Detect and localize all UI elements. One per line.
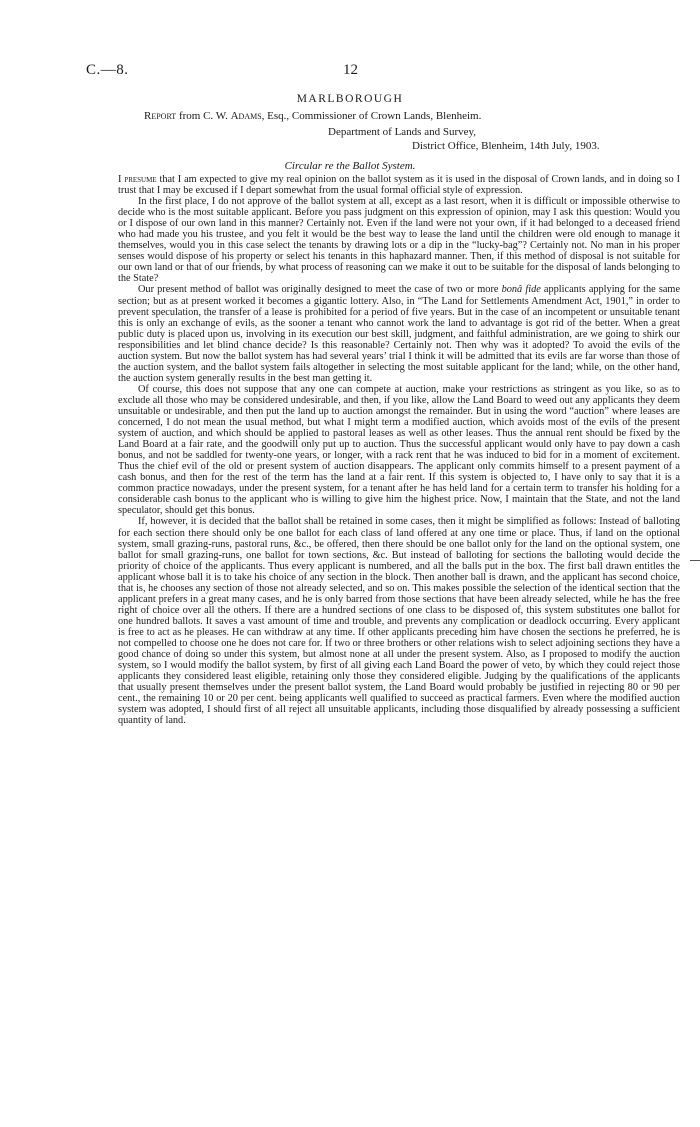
- report-line: [144, 110, 481, 122]
- circular-title: Circular re the Ballot System.: [284, 160, 416, 172]
- report-author-name: Adams: [230, 110, 262, 122]
- paragraph-3-text-a: Our present method of ballot was originally designed to meet the case of two or more: [138, 284, 502, 296]
- paragraph-1-text: that I am expected to give my real opinion on the ballot system as it is used in the disposal of Crown lands, and in doing so I trust that I may be excused if I depart somewhat from the usual formal official style of expression.: [118, 174, 680, 197]
- page-number: 12: [343, 62, 358, 78]
- paragraph-3: [118, 284, 680, 383]
- body-text: [118, 174, 680, 726]
- margin-mark: [690, 560, 700, 561]
- paragraph-2: In the first place, I do not approve of the ballot system at all, except as a last resort, when it is difficult or impossible otherwise to decide who is the most suitable applicant. Before you pass judgment on this expression of opinion, may I ask this question: Would you or I dispose of our own land in this manner? Certainly not. Even if the land were not your own, if it had belonged to a deceased friend who had made you his trustee, and you felt it would be the best way to lease the land until the children were old enough to manage it themselves, would you in this case select the tenants by drawing lots or a dip in the “lucky-bag”? Certainly not. No man in his proper senses would dispose of his property or select his tenants in this haphazard manner. Then, if this method of disposal is not suitable for our own land or that of our friends, by what process of reasoning can we make it out to be suitable for the disposal of lands belonging to the State?: [118, 196, 680, 285]
- report-suffix: , Esq., Commissioner of Crown Lands, Blenheim.: [261, 110, 482, 122]
- paragraph-1-lead: I presume: [118, 174, 157, 185]
- paragraph-5: If, however, it is decided that the ballot shall be retained in some cases, then it might be simplified as follows: Instead of balloting for each section there should only be one ballot for each class of land offered at any one time or place. Thus, if land on the optional system, small grazing-runs, pastoral runs, &c., be offered, then there should be one ballot only for the land on the optional system, one ballot for small grazing-runs, one ballot for town sections, &c. But instead of balloting for sections the balloting would decide the priority of choice of the applicants. Thus every applicant is numbered, and all the balls put in the box. The first ball drawn entitles the applicant whose ball it is to take his choice of any section in the block. Then another ball is drawn, and the applicant has second choice, that is, he chooses any section of those not already selected, and so on. This makes possible the selection of the identical section that the applicant prefers in a great many cases, and he is only barred from those sections that have been already selected, while he has the free right of choice over all the others. If there are a hundred sections of one class to be disposed of, this system substitutes one ballot for one hundred ballots. It saves a vast amount of time and trouble, and prevents any complication or deadlock occurring. Every applicant is free to act as he pleases. He can withdraw at any time. If other applicants preceding him have chosen the sections he preferred, he is not compelled to choose one he does not care for. If two or three brothers or other relations wish to select adjoining sections they have a good chance of doing so under this system, but almost none at all under the present system. Also, as I proposed to modify the auction system, so I would modify the ballot system, by first of all giving each Land Board the power of veto, by which they could reject those applicants they considered least eligible, retaining only those they considered eligible. Judging by the qualifications of the applicants that usually present themselves under the present ballot system, the Land Board would probably be justified in rejecting 80 or 90 per cent., the remaining 10 or 20 per cent. being applicants well qualified to succeed as practical farmers. Even where the modified auction system was adopted, I should first of all reject all unsuitable applicants, including those disqualified by already possessing a sufficient quantity of land.: [118, 516, 680, 727]
- paragraph-3-italic: bonâ fide: [501, 284, 541, 296]
- paragraph-3-text-b: applicants applying for the same section; but as at present worked it becomes a gigantic lottery. Also, in “The Land for Settlements Amendment Act, 1901,” in order to prevent speculation, the transfer of a lease is prohibited for a period of five years. But in the case of an incompetent or unsuitable tenant this is only an exchange of evils, as the sooner a tenant who cannot work the land to advantage is got rid of the better. When a great public duty is placed upon us, involving in its execution our best skill, judgment, and faithful administration, are we going to shirk our responsibilities and let blind chance decide? Is this reasonable? Certainly not. Then why was it adopted? To avoid the evils of the auction system. But now the ballot system has had several years’ trial I think it will be admitted that its evils are far worse than those of the auction system, and the ballot system fails altogether in selecting the most suitable applicant for the land; while, on the other hand, the auction system generally results in the best man getting it.: [118, 284, 681, 384]
- section-heading: MARLBOROUGH: [296, 93, 404, 105]
- department-line: Department of Lands and Survey,: [328, 126, 477, 138]
- paragraph-1: [118, 174, 680, 196]
- report-prefix: Report: [144, 110, 177, 122]
- office-date-line: District Office, Blenheim, 14th July, 1903.: [412, 140, 600, 152]
- report-middle: from C. W.: [176, 110, 231, 122]
- page-id: C.—8.: [86, 62, 129, 78]
- paragraph-4: Of course, this does not suppose that any one can compete at auction, make your restrictions as stringent as you like, so as to exclude all those who may be considered undesirable, and then, if you like, allow the Land Board to weed out any applicants they deem unsuitable or undesirable, and then put the land up to auction amongst the remainder. But in using the word “auction” where leases are concerned, I do not mean the usual method, but what I might term a modified auction, which avoids most of the evils of the present system of auction, and which should be applied to pastoral leases as well as other leases. Thus the annual rent should be fixed by the Land Board at a fair rate, and the goodwill only put up to auction. Thus the successful applicant would only have to pay down a cash bonus, and not be saddled for twenty-one years, or longer, with a rack rent that he was induced to bid for in a moment of excitement. Thus the chief evil of the old or present system of auction disappears. The applicant only commits himself to a present payment of a cash bonus, and then for the rest of the term has the land at a fair rent. If this system is objected to, I have only to say that it is a common practice nowadays, under the present system, for a tenant after he has held land for a certain term to transfer his holding for a considerable cash bonus to the applicant who is willing to give him the highest price. Now, I maintain that the State, and not the land speculator, should get this bonus.: [118, 383, 680, 517]
